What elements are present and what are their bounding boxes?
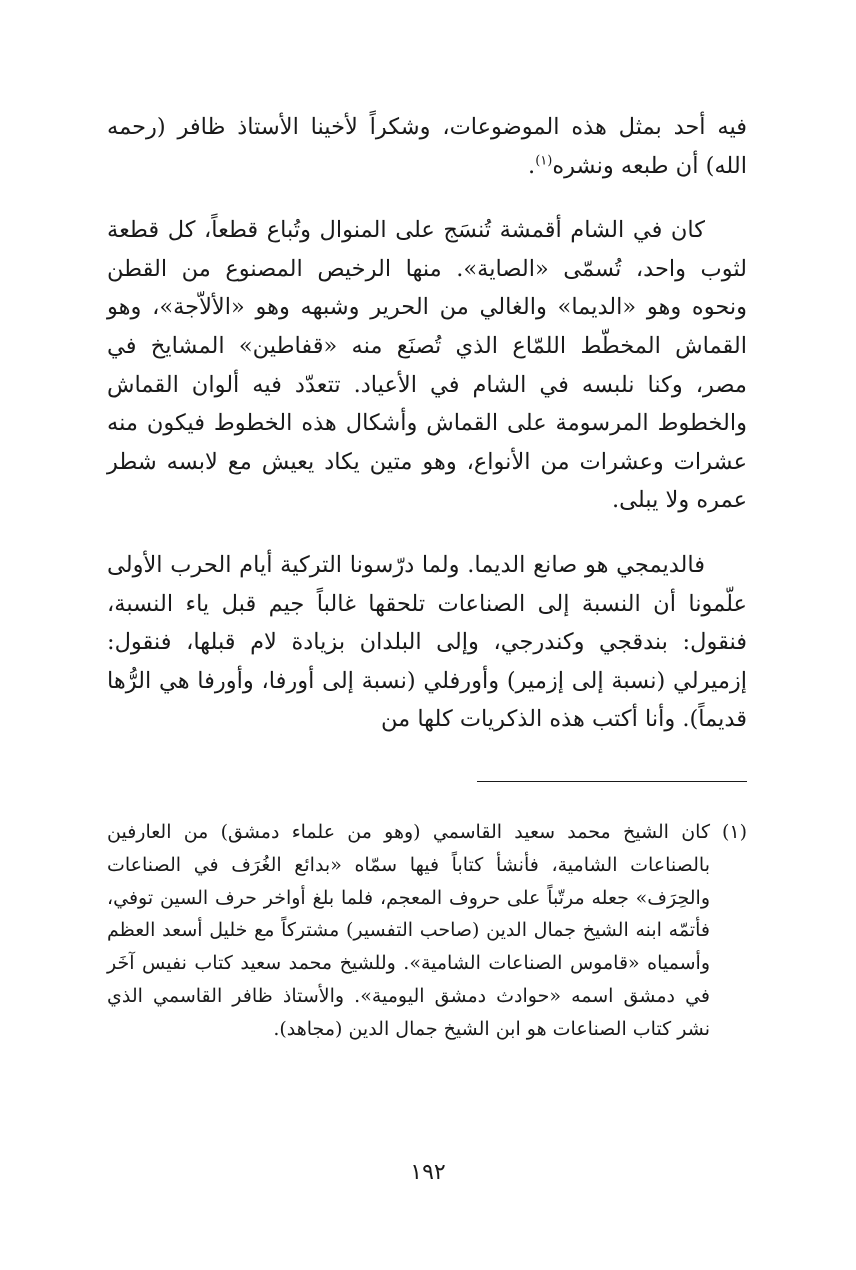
footnote-text: كان الشيخ محمد سعيد القاسمي (وهو من علماء دمشق) من العارفين بالصناعات الشامية، فأنشأ كتاباً فيها سمّاه «بدائع الغُرَف في الصناعات والحِرَف» جعله مرتّباً على حروف المعجم، فلما بلغ أواخر حرف السين توفي، فأتمّه ابنه الشيخ جمال الدين (صاحب التفسير) مشتركاً مع خليل أسعد العظم وأسمياه «قاموس الصناعات الشامية». وللشيخ محمد سعيد كتاب نفيس آخَر في دمشق اسمه «حوادث دمشق اليومية». والأستاذ ظافر القاسمي الذي نشر كتاب الصناعات هو ابن الشيخ جمال الدين (مجاهد).: [107, 821, 710, 1040]
paragraph-2: كان في الشام أقمشة تُنسَج على المنوال وتُباع قطعاً، كل قطعة لثوب واحد، تُسمّى «الصاية». منها الرخيص المصنوع من القطن ونحوه وهو «الديما» والغالي من الحرير وشبهه وهو «الألاّجة»، وهو القماش المخطّط اللمّاع الذي تُصنَع منه «قفاطين» المشايخ في مصر، وكنا نلبسه في الشام في الأعياد. تتعدّد فيه ألوان القماش والخطوط المرسومة على القماش وأشكال هذه الخطوط فيكون منه عشرات وعشرات من الأنواع، وهو متين يكاد يعيش مع لابسه شطر عمره ولا يبلى.: [107, 217, 747, 514]
page-number: ١٩٢: [410, 1160, 446, 1185]
main-text: [107, 108, 747, 739]
paragraph-1-end: .: [528, 152, 536, 179]
paragraph-1: [107, 108, 747, 185]
footnote: [107, 816, 747, 1046]
footnote-reference: (١): [535, 153, 553, 169]
footnote-number: (١): [721, 821, 747, 843]
paragraph-3: فالديمجي هو صانع الديما. ولما درّسونا التركية أيام الحرب الأولى علّمونا أن النسبة إلى الصناعات تلحقها غالباً جيم قبل ياء النسبة، فنقول: بندقجي وكندرجي، وإلى البلدان بزيادة لام قبلها، فنقول: إزميرلي (نسبة إلى إزمير) وأورفلي (نسبة إلى أورفا، وأورفا هي الرُّها قديماً). وأنا أكتب هذه الذكريات كلها من: [107, 551, 747, 733]
footnote-separator: [477, 781, 747, 782]
paragraph-1-text: فيه أحد بمثل هذه الموضوعات، وشكراً لأخينا الأستاذ ظافر (رحمه الله) أن طبعه ونشره: [107, 114, 747, 179]
